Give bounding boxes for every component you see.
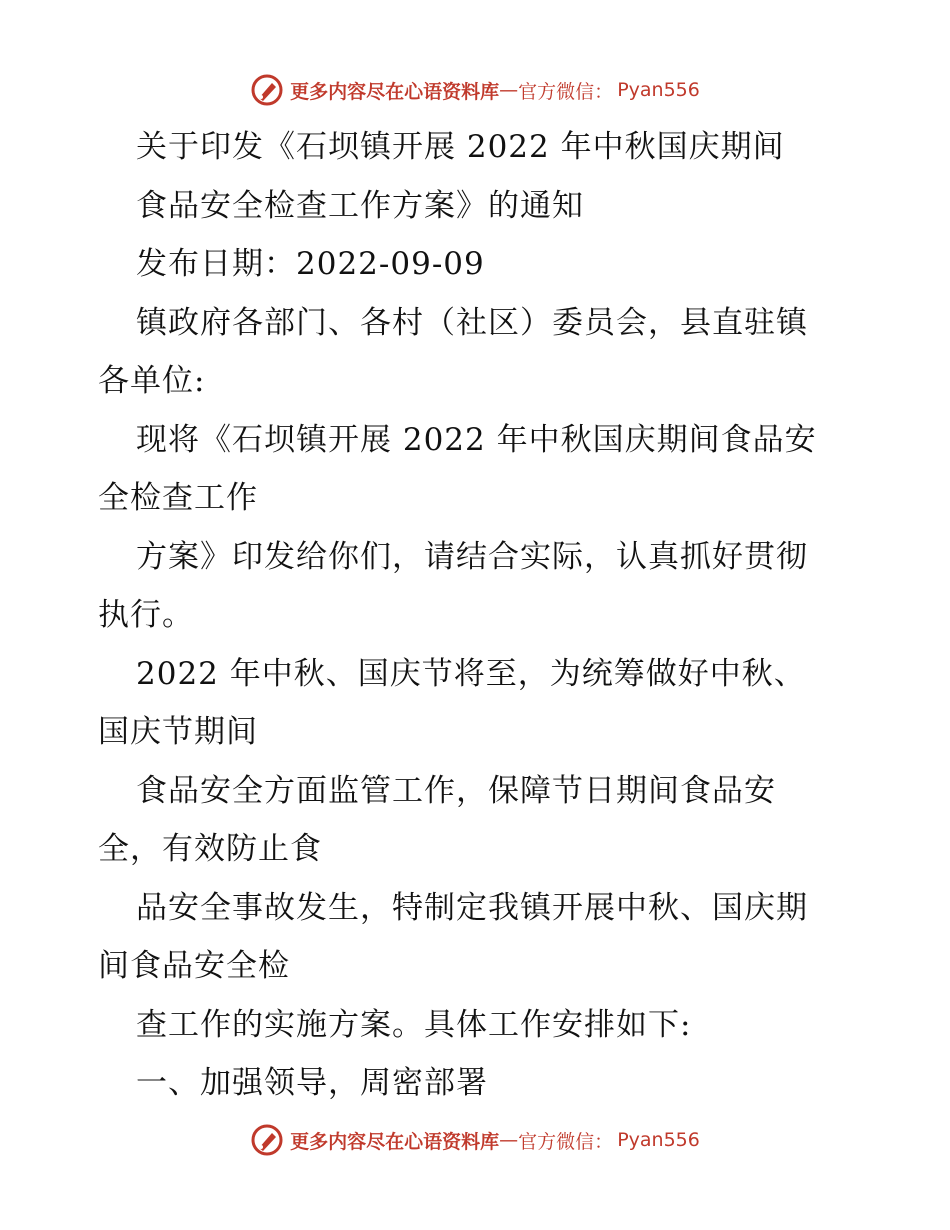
banner-wechat-label: 官方微信： bbox=[518, 80, 614, 103]
paragraph-line: 全检查工作 bbox=[98, 480, 258, 516]
banner-dash: — bbox=[499, 79, 519, 101]
paragraph-line: 现将《石坝镇开展 2022 年中秋国庆期间食品安 bbox=[136, 421, 817, 458]
banner-dash: — bbox=[499, 1129, 519, 1151]
paragraph-line: 执行。 bbox=[98, 597, 194, 633]
banner-brand-text: 更多内容尽在心语资料库 bbox=[290, 80, 500, 103]
title-line-2: 食品安全检查工作方案》的通知 bbox=[136, 187, 584, 224]
banner-wechat-label: 官方微信： bbox=[518, 1130, 614, 1153]
paragraph-line: 全，有效防止食 bbox=[98, 831, 322, 867]
banner-brand-text: 更多内容尽在心语资料库 bbox=[290, 1130, 500, 1153]
paragraph-line: 食品安全方面监管工作，保障节日期间食品安 bbox=[136, 772, 776, 809]
header-banner bbox=[0, 70, 950, 110]
pen-circle-logo-icon bbox=[250, 73, 284, 107]
addressee-line-1: 镇政府各部门、各村（社区）委员会，县直驻镇 bbox=[136, 304, 808, 341]
paragraph-line: 国庆节期间 bbox=[98, 714, 258, 750]
paragraph-line: 方案》印发给你们，请结合实际，认真抓好贯彻 bbox=[136, 538, 808, 575]
paragraph-line: 品安全事故发生，特制定我镇开展中秋、国庆期 bbox=[136, 889, 808, 926]
banner-wechat-handle: Pyan556 bbox=[617, 79, 700, 101]
document-body bbox=[98, 118, 858, 1113]
paragraph-line: 2022 年中秋、国庆节将至，为统筹做好中秋、 bbox=[136, 655, 806, 692]
pen-circle-logo-icon bbox=[250, 1123, 284, 1157]
title-line-1: 关于印发《石坝镇开展 2022 年中秋国庆期间 bbox=[136, 129, 785, 165]
publish-date: 发布日期：2022-09-09 bbox=[136, 246, 485, 282]
paragraph-line: 查工作的实施方案。具体工作安排如下: bbox=[136, 1006, 692, 1043]
paragraph-line: 间食品安全检 bbox=[98, 948, 290, 984]
footer-banner bbox=[0, 1120, 950, 1160]
banner-wechat-handle: Pyan556 bbox=[617, 1129, 700, 1151]
section-heading: 一、加强领导，周密部署 bbox=[136, 1065, 488, 1101]
addressee-line-2: 各单位: bbox=[98, 363, 206, 399]
